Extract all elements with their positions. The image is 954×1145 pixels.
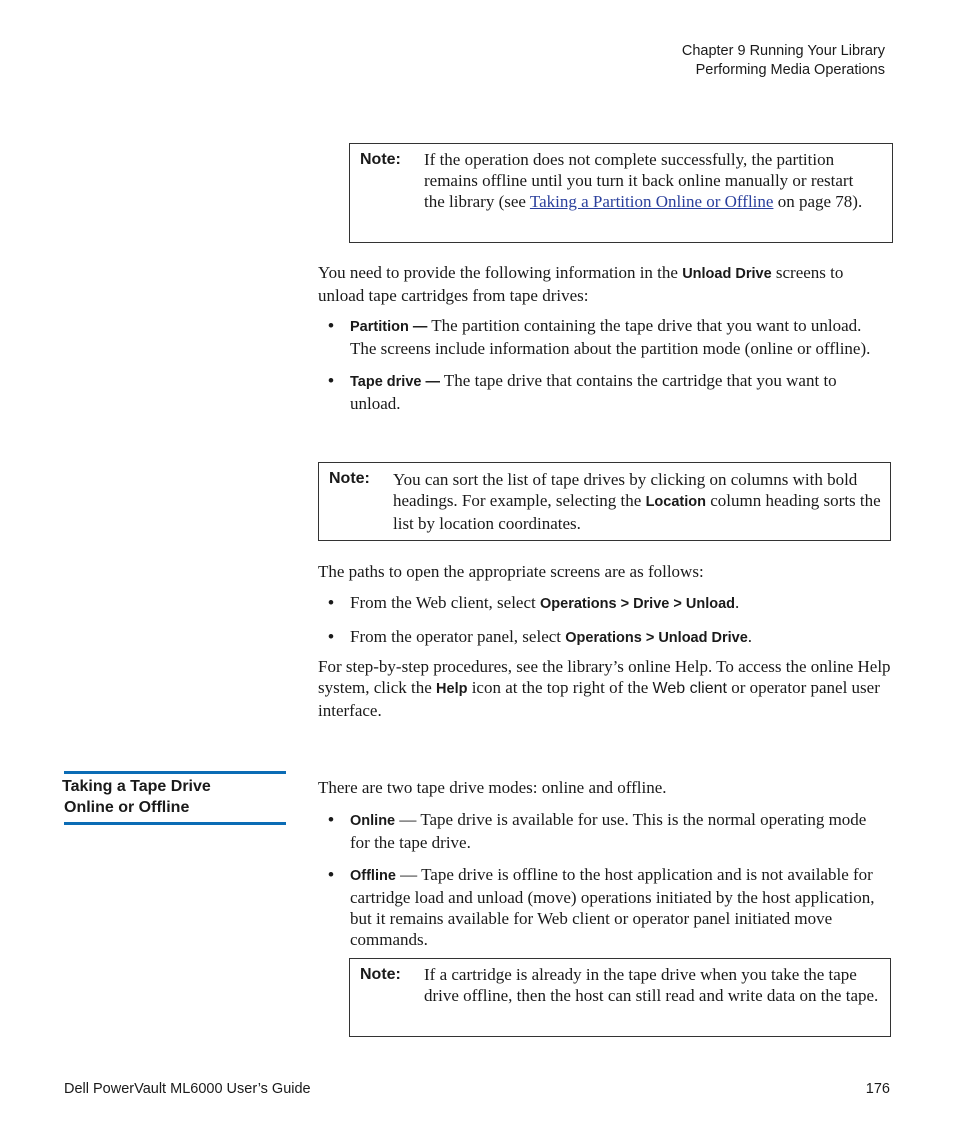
partition-online-offline-link[interactable]: Taking a Partition Online or Offline <box>529 192 774 211</box>
info-bullet-list <box>318 315 888 414</box>
modes-intro: There are two tape drive modes: online and offline. <box>318 778 667 797</box>
bullet-icon: • <box>328 371 334 390</box>
note-text: If a cartridge is already in the tape drive when you take the tape drive offline, then the host can still read and write data on the tape. <box>424 965 879 1005</box>
header-chapter: Chapter 9 Running Your Library <box>681 43 885 59</box>
help-after: or operator panel user interface. <box>318 678 880 720</box>
note-text <box>393 469 883 534</box>
help-bold: Help <box>436 681 468 697</box>
note-box-partition <box>349 143 893 243</box>
footer-title: Dell PowerVault ML6000 User’s Guide <box>64 1081 311 1097</box>
bullet-icon: • <box>328 627 334 646</box>
list-item <box>318 370 888 414</box>
list-item <box>318 864 890 950</box>
path-bold: Operations > Drive > Unload <box>540 596 735 612</box>
list-item <box>318 809 890 853</box>
running-header <box>682 43 885 78</box>
help-before: For step-by-step procedures, see the library’s online Help. To access the online Help system, click the <box>318 657 891 697</box>
bullet-text: The tape drive that contains the cartridge that you want to unload. <box>350 371 837 413</box>
note-text-before: You can sort the list of tape drives by clicking on columns with bold headings. For example, selecting the <box>393 470 858 510</box>
note-label: Note: <box>329 470 370 487</box>
paths-intro: The paths to open the appropriate screens are as follows: <box>318 562 704 581</box>
intro-paragraph <box>318 262 888 306</box>
help-web-client: Web client <box>652 680 727 697</box>
note-text-before: If the operation does not complete successfully, the partition remains offline until you turn it back online manually or restart the library (see <box>424 150 854 211</box>
mode-text: — Tape drive is offline to the host application and is not available for cartridge load and unload (move) operations initiated by the host application, but it remains available for Web client or operator panel initiated move commands. <box>350 865 875 949</box>
note-text-after: on page 78). <box>773 192 863 211</box>
page-number: 176 <box>865 1081 890 1097</box>
intro-bold: Unload Drive <box>682 266 772 282</box>
note-box-sort <box>318 462 891 541</box>
help-paragraph <box>318 656 893 721</box>
path-bullet-list <box>318 592 888 649</box>
note-bold: Location <box>645 494 706 510</box>
help-middle: icon at the top right of the <box>467 678 653 697</box>
mode-text: — Tape drive is available for use. This is the normal operating mode for the tape drive. <box>350 810 867 852</box>
bullet-text: The partition containing the tape drive that you want to unload. The screens include information about the partition mode (online or offline). <box>350 316 871 358</box>
intro-after: screens to unload tape cartridges from tape drives: <box>318 263 844 305</box>
side-heading-line1: Taking a Tape Drive <box>62 778 211 795</box>
side-heading-top-rule <box>64 771 286 774</box>
list-item <box>318 592 888 615</box>
path-bold: Operations > Unload Drive <box>565 630 748 646</box>
path-after: . <box>747 627 753 646</box>
bullet-term: Tape drive — <box>350 374 440 390</box>
intro-before: You need to provide the following information in the <box>318 263 683 282</box>
list-item <box>318 626 888 649</box>
mode-term: Offline <box>350 868 396 884</box>
path-text: From the Web client, select <box>350 593 540 612</box>
side-heading <box>62 776 211 818</box>
side-heading-line2: Online or Offline <box>64 799 190 816</box>
note-text <box>424 149 870 212</box>
note-box-offline <box>349 958 891 1037</box>
bullet-term: Partition — <box>350 319 428 335</box>
note-label: Note: <box>360 151 401 168</box>
side-heading-bottom-rule <box>64 822 286 825</box>
bullet-icon: • <box>328 316 334 335</box>
note-label: Note: <box>360 966 401 983</box>
mode-term: Online <box>350 813 396 829</box>
path-after: . <box>735 593 740 612</box>
bullet-icon: • <box>328 593 334 612</box>
list-item <box>318 315 888 359</box>
bullet-icon: • <box>328 810 334 829</box>
note-text-after: column heading sorts the list by location coordinates. <box>393 491 881 533</box>
bullet-icon: • <box>328 865 334 884</box>
path-text: From the operator panel, select <box>350 627 566 646</box>
mode-bullet-list <box>318 809 890 950</box>
header-section: Performing Media Operations <box>695 62 885 78</box>
